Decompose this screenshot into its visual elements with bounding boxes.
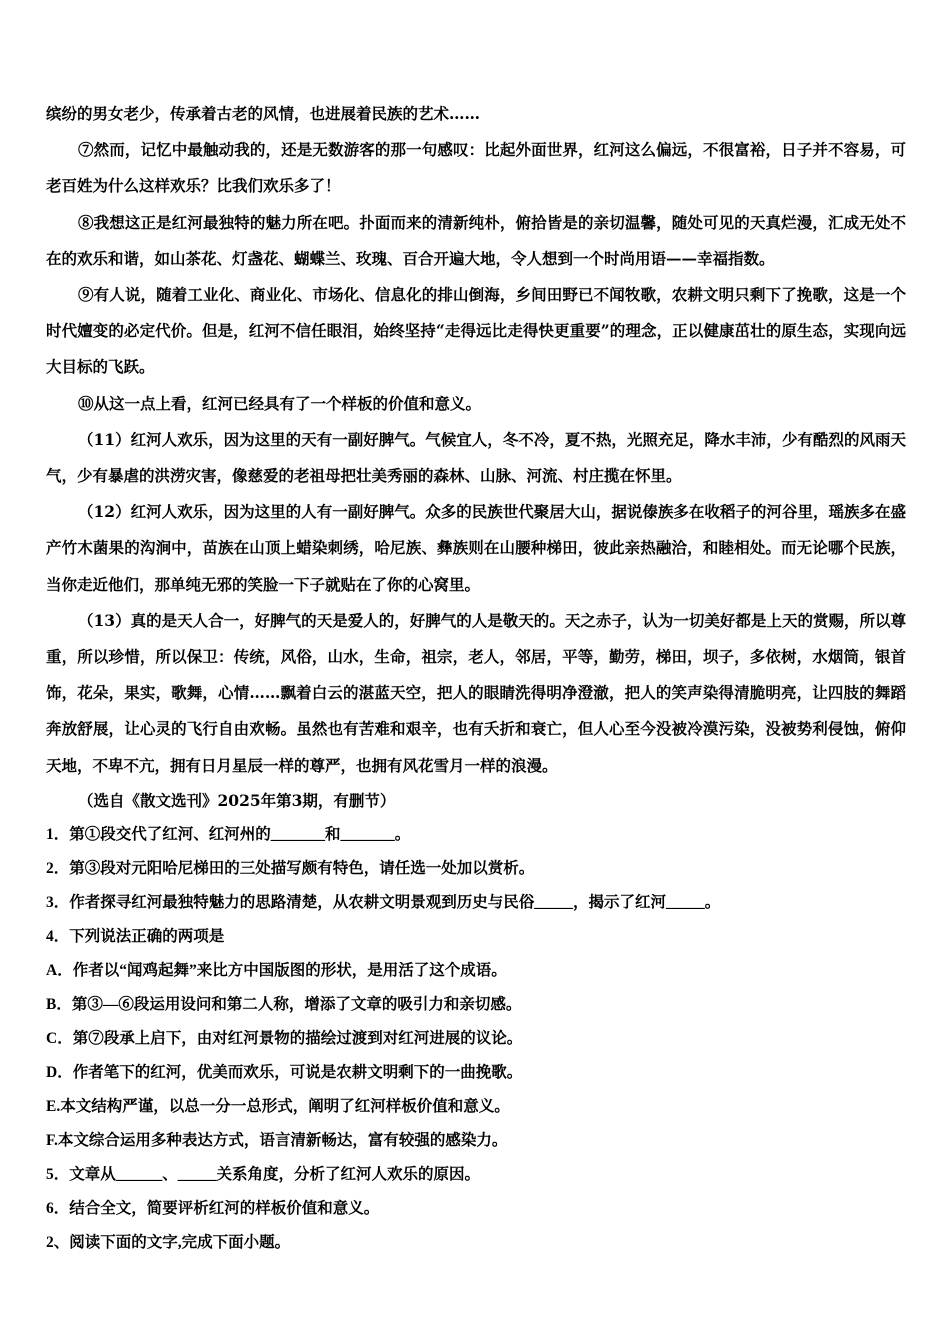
question-5: 5．文章从______、_____关系角度，分析了红河人欢乐的原因。: [46, 1165, 481, 1183]
paragraph-10: ⑩从这一点上看，红河已经具有了一个样板的价值和意义。: [78, 393, 482, 413]
paragraph-9: ⑨有人说，随着工业化、商业化、市场化、信息化的排山倒海，乡间田野已不闻牧歌，农耕文明只剩下了挽歌，这是一个时代嬗变的必定代价。但是，红河不信任眼泪，始终坚持“走得远比走得快更重要”的理念，正以健康茁壮的原生态，实现向远大目标的飞跃。: [46, 285, 906, 377]
paragraph-7: ⑦然而，记忆中最触动我的，还是无数游客的那一句感叹：比起外面世界，红河这么偏远，不很富裕，日子并不容易，可老百姓为什么这样欢乐？比我们欢乐多了！: [46, 140, 906, 196]
paragraph-continued: 缤纷的男女老少，传承着古老的风情，也进展着民族的艺术……: [46, 104, 481, 123]
source-citation: （选自《散文选刊》2025年第3期，有删节）: [78, 790, 396, 810]
paragraph-13: （13）真的是天人合一，好脾气的天是爱人的，好脾气的人是敬天的。天之赤子，认为一切美好都是上天的赏赐，所以尊重，所以珍惜，所以保卫：传统，风俗，山水，生命，祖宗，老人，邻居，平等，勤劳，梯田，坝子，多依树，水烟筒，银首饰，花朵，果实，歌舞，心情……飘着白云的湛蓝天空，把人的眼睛洗得明净澄澈，把人的笑声染得清脆明亮，让四肢的舞蹈奔放舒展，让心灵的飞行自由欢畅。虽然也有苦难和艰辛，也有夭折和衰亡，但人心至今没被冷漠污染，没被势利侵蚀，俯仰天地，不卑不亢，拥有日月星辰一样的尊严，也拥有风花雪月一样的浪漫。: [46, 610, 906, 775]
option-e: E.本文结构严谨，以总一分一总形式，阐明了红河样板价值和意义。: [46, 1097, 510, 1115]
option-b: B．第③—⑥段运用设问和第二人称，增添了文章的吸引力和亲切感。: [46, 995, 522, 1013]
option-f: F.本文综合运用多种表达方式，语言清新畅达，富有较强的感染力。: [46, 1131, 508, 1149]
option-a: A．作者以“闻鸡起舞”来比方中国版图的形状，是用活了这个成语。: [46, 961, 507, 979]
option-c: C．第⑦段承上启下，由对红河景物的描绘过渡到对红河进展的议论。: [46, 1029, 523, 1047]
paragraph-8: ⑧我想这正是红河最独特的魅力所在吧。扑面而来的清新纯朴，俯拾皆是的亲切温馨，随处可见的天真烂漫，汇成无处不在的欢乐和谐，如山茶花、灯盏花、蝴蝶兰、玫瑰、百合开遍大地，令人想到一个时尚用语——幸福指数。: [46, 212, 906, 268]
question-6: 6．结合全文，简要评析红河的样板价值和意义。: [46, 1199, 380, 1217]
question-4: 4．下列说法正确的两项是: [46, 927, 225, 945]
option-d: D．作者笔下的红河，优美而欢乐，可说是农耕文明剩下的一曲挽歌。: [46, 1063, 523, 1081]
paragraph-11: （11）红河人欢乐，因为这里的天有一副好脾气。气候宜人，冬不冷，夏不热，光照充足，降水丰沛，少有酷烈的风雨天气，少有暴虐的洪涝灾害，像慈爱的老祖母把壮美秀丽的森林、山脉、河流、村庄揽在怀里。: [46, 429, 906, 486]
question-2: 2．第③段对元阳哈尼梯田的三处描写颇有特色，请任选一处加以赏析。: [46, 859, 535, 877]
section-2-heading: 2、阅读下面的文字,完成下面小题。: [46, 1233, 291, 1251]
paragraph-12: （12）红河人欢乐，因为这里的人有一副好脾气。众多的民族世代聚居大山，据说傣族多在收稻子的河谷里，瑶族多在盛产竹木菌果的沟涧中，苗族在山顶上蜡染刺绣，哈尼族、彝族则在山腰种梯田，彼此亲热融洽，和睦相处。而无论哪个民族，当你走近他们，那单纯无邪的笑脸一下子就贴在了你的心窝里。: [46, 502, 906, 594]
question-3: 3．作者探寻红河最独特魅力的思路清楚，从农耕文明景观到历史与民俗_____，揭示了红河_____。: [46, 893, 721, 911]
question-1: 1．第①段交代了红河、红河州的_______和_______。: [46, 825, 411, 843]
